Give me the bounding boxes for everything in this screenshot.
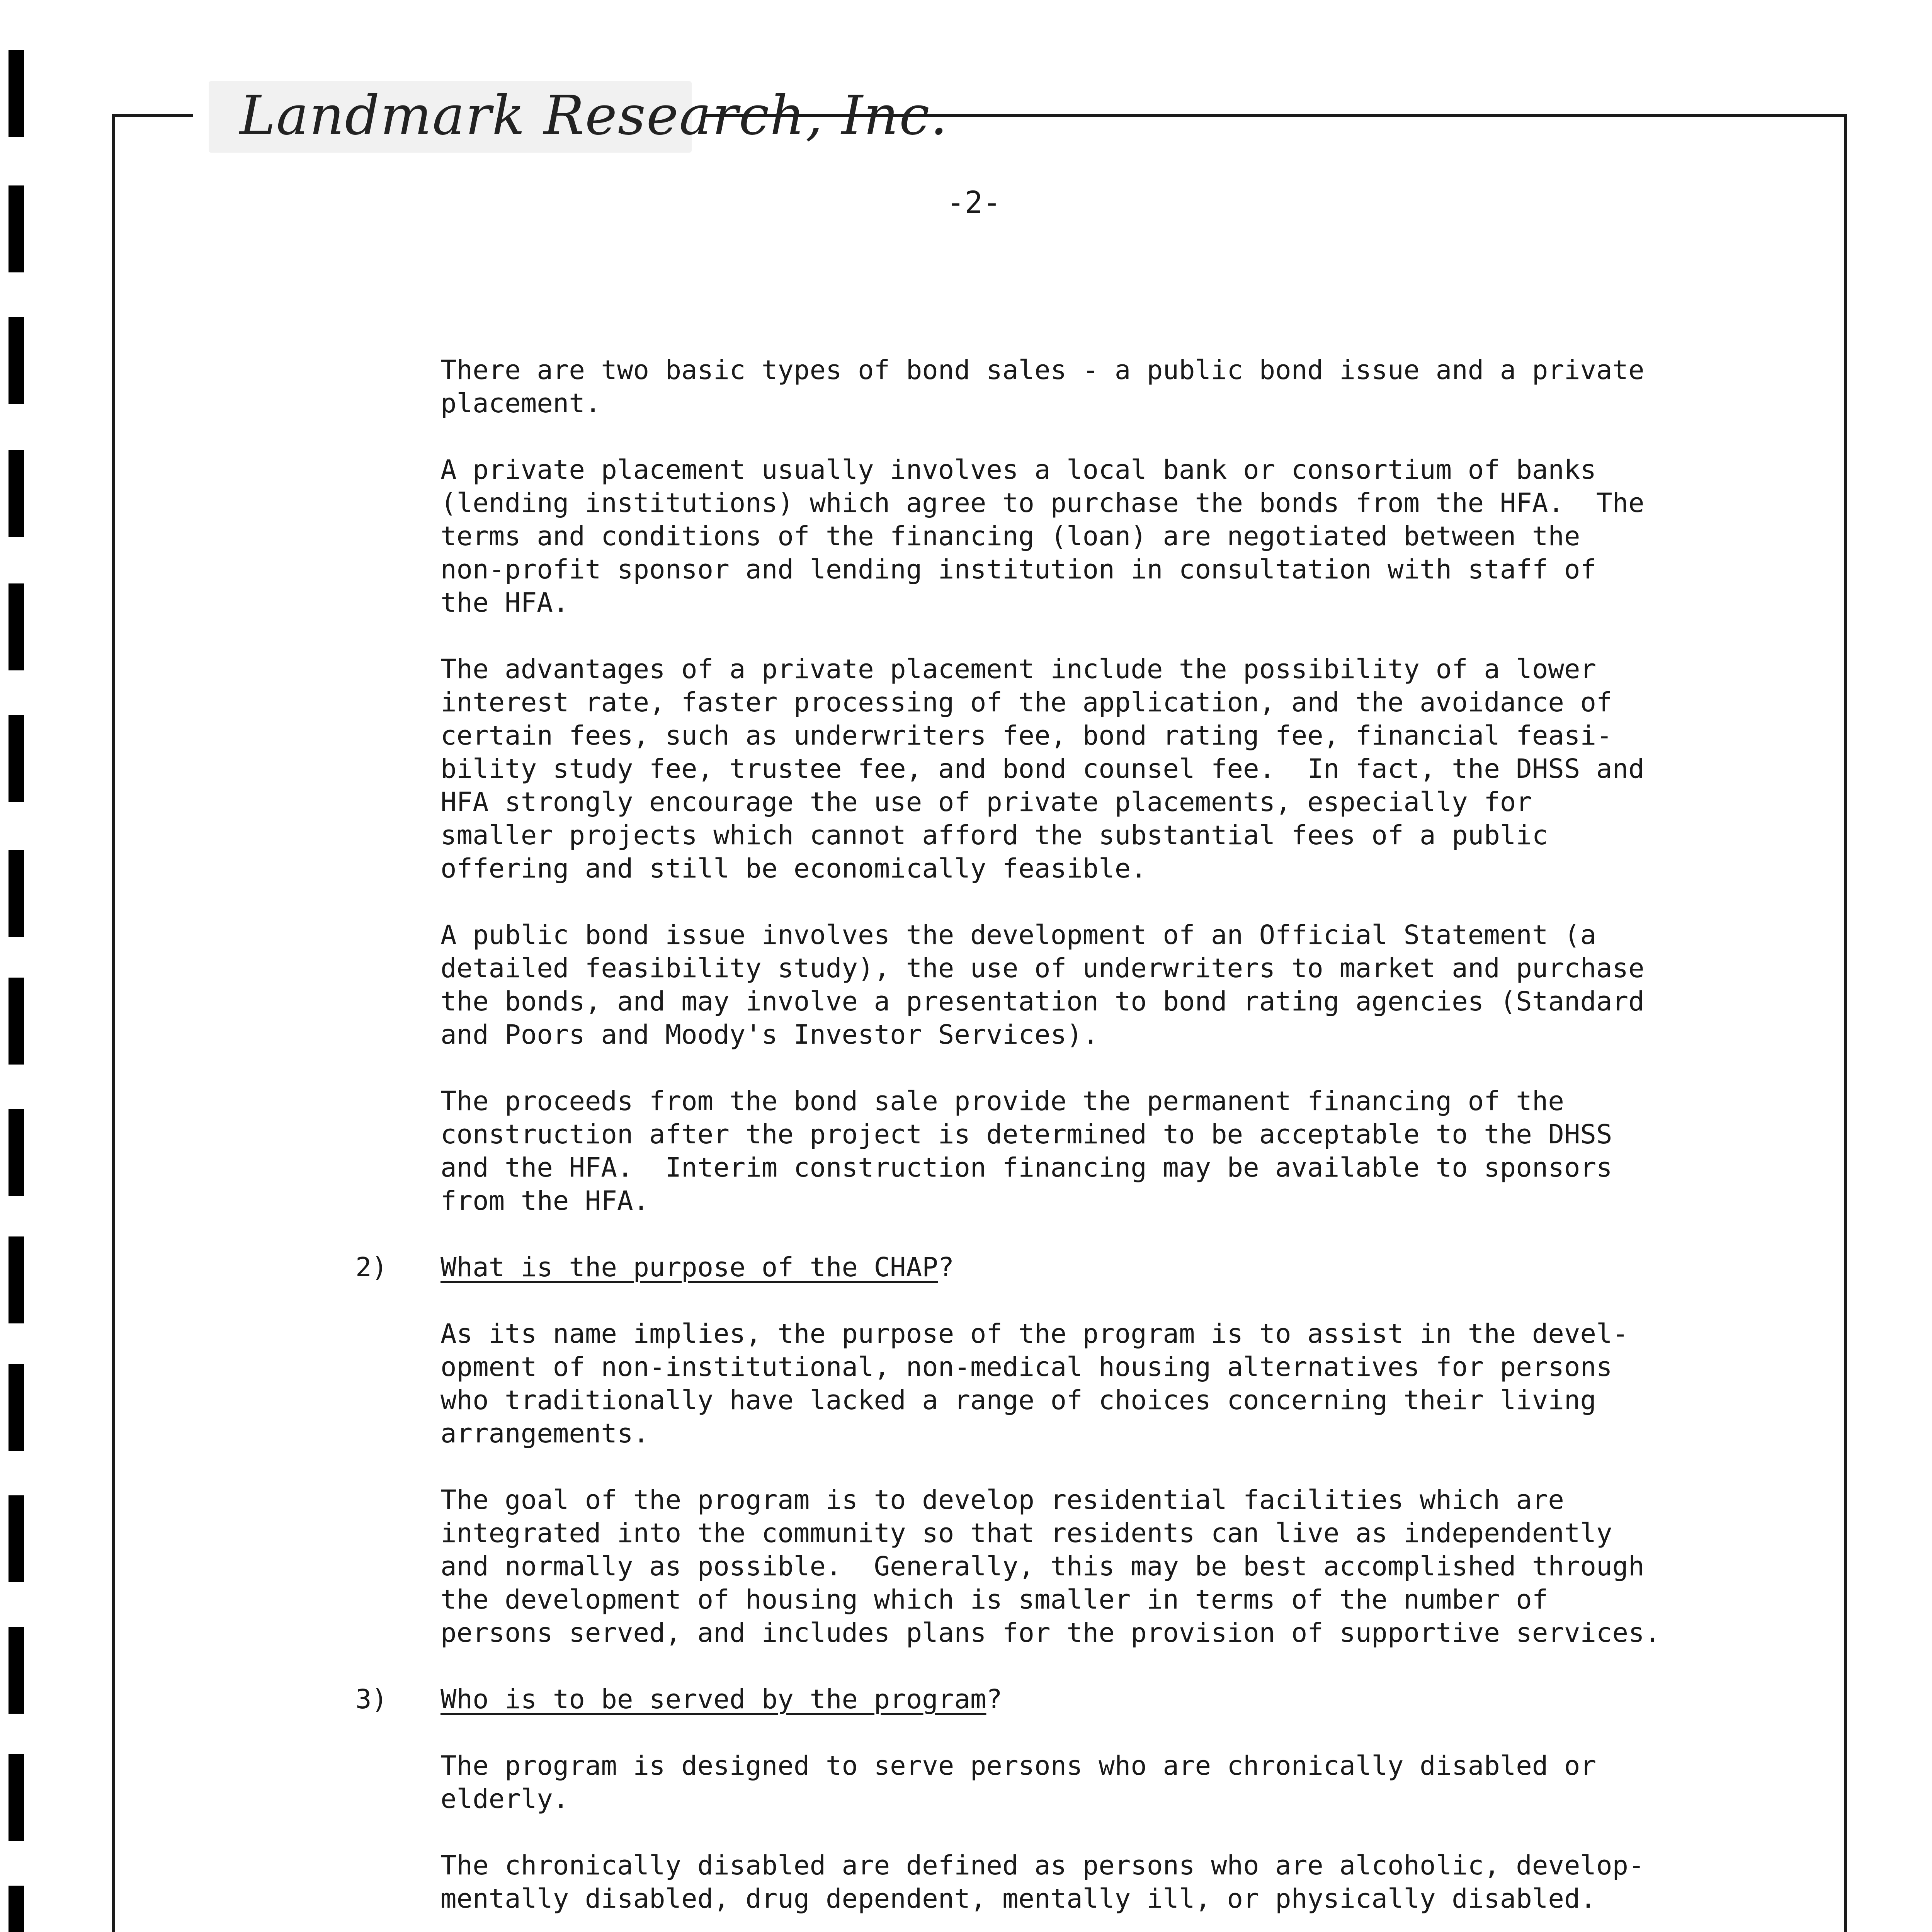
punch-hole	[9, 850, 24, 937]
paragraph: The proceeds from the bond sale provide the permanent financing of the construction after the project is determined to be acceptable to the DHSS and the HFA. Interim construction financing may be available to sponsors from the HFA.	[440, 1086, 1612, 1216]
section-number: 2)	[355, 1252, 388, 1283]
punch-hole	[9, 1495, 24, 1582]
paragraph: The advantages of a private placement include the possibility of a lower interest rate, faster processing of the application, and the avoidance of certain fees, such as underwriters fee, bond rating fee, financial feasi- bility study fee, trustee fee, and bond counsel fee. In fact, the DHSS and HFA strongly encourage the use of private placements, especially for smaller projects which cannot afford the substantial fees of a public offering and still be economically feasible.	[440, 654, 1645, 884]
logo-text: Landmark Research, Inc.	[240, 84, 949, 147]
paragraph: The program is designed to serve persons who are chronically disabled or elderly.	[440, 1750, 1596, 1815]
punch-hole	[9, 715, 24, 802]
paragraph: There are two basic types of bond sales - a public bond issue and a private placement.	[440, 355, 1645, 419]
company-logo	[209, 81, 949, 153]
document-body	[355, 354, 1747, 1932]
punch-hole	[9, 1109, 24, 1196]
punch-hole	[9, 978, 24, 1065]
section-title-suffix: ?	[938, 1252, 954, 1283]
section-title: What is the purpose of the CHAP	[440, 1252, 938, 1283]
punch-hole	[9, 1627, 24, 1714]
punch-hole	[9, 583, 24, 670]
punch-hole	[9, 1754, 24, 1841]
binder-punch-strip	[0, 0, 77, 1932]
section-title-suffix: ?	[986, 1684, 1002, 1715]
section-title: Who is to be served by the program	[440, 1684, 986, 1715]
paragraph: As its name implies, the purpose of the program is to assist in the devel- opment of non-institutional, non-medical housing alternatives for persons who traditionally have lacked a range of choices concerning their living arrangements.	[440, 1318, 1629, 1449]
punch-hole	[9, 1886, 24, 1932]
paragraph: A public bond issue involves the development of an Official Statement (a detailed feasibility study), the use of underwriters to market and purchase the bonds, and may involve a presentation to bond rating agencies (Standard and Poors and Moody's Investor Services).	[440, 920, 1645, 1050]
punch-hole	[9, 450, 24, 537]
punch-hole	[9, 50, 24, 137]
punch-hole	[9, 317, 24, 404]
paragraph: The goal of the program is to develop residential facilities which are integrated into the community so that residents can live as independently and normally as possible. Generally, this may be best accomplished through the development of housing which is smaller in terms of the number of persons served, and includes plans for the provision of supportive services.	[440, 1485, 1661, 1648]
paragraph: A private placement usually involves a local bank or consortium of banks (lending institutions) which agree to purchase the bonds from the HFA. The terms and conditions of the financing (loan) are negotiated between the non-profit sponsor and lending institution in consultation with staff of the HFA.	[440, 454, 1645, 618]
punch-hole	[9, 185, 24, 272]
section-heading	[355, 1251, 1747, 1284]
punch-hole	[9, 1364, 24, 1451]
punch-hole	[9, 1236, 24, 1323]
section-heading	[355, 1683, 1747, 1716]
paragraph: The chronically disabled are defined as persons who are alcoholic, develop- mentally disabled, drug dependent, mentally ill, or physically disabled.	[440, 1850, 1645, 1914]
page-marker: -2-	[946, 185, 1001, 220]
section-number: 3)	[355, 1684, 388, 1715]
